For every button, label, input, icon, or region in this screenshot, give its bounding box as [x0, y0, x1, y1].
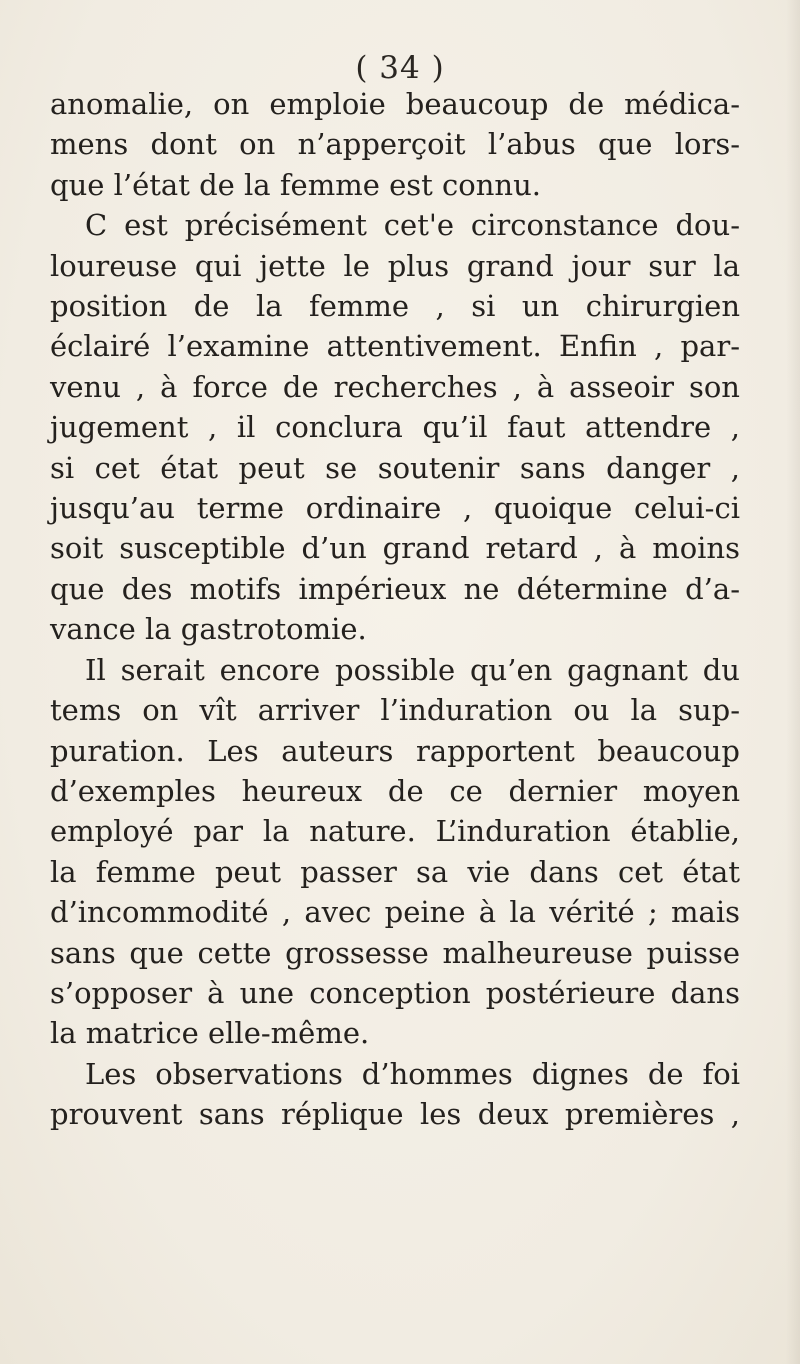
- text-line: s’opposer à une conception postérieure dans: [50, 975, 740, 1010]
- text-line: si cet état peut se soutenir sans danger ,: [50, 450, 740, 485]
- text-line: éclairé l’examine attentivement. Enfin , par-: [50, 329, 740, 364]
- text-line: tems on vît arriver l’induration ou la sup-: [50, 693, 740, 728]
- text-line: employé par la nature. L’induration établie,: [50, 814, 740, 849]
- text-line: prouvent sans réplique les deux premières ,: [50, 1097, 740, 1132]
- text-line: sans que cette grossesse malheureuse puisse: [50, 935, 740, 970]
- text-line: d’exemples heureux de ce dernier moyen: [50, 773, 740, 808]
- text-line: que l’état de la femme est connu.: [50, 167, 541, 202]
- text-line: position de la femme , si un chirurgien: [50, 289, 740, 324]
- text-line: puration. Les auteurs rapportent beaucoup: [50, 733, 740, 768]
- text-line: venu , à force de recherches , à asseoir son: [50, 369, 740, 404]
- text-line: d’incommodité , avec peine à la vérité ; mais: [50, 895, 740, 930]
- text-line: soit susceptible d’un grand retard , à moins: [50, 531, 740, 566]
- text-line: Il serait encore possible qu’en gagnant du: [85, 652, 740, 687]
- page-edge-shadow: [786, 0, 800, 1364]
- text-line: que des motifs impérieux ne détermine d’a-: [50, 571, 740, 606]
- page-number: ( 34 ): [355, 50, 445, 86]
- text-line: loureuse qui jette le plus grand jour sur la: [50, 248, 740, 283]
- text-line: jugement , il conclura qu’il faut attendre ,: [50, 410, 740, 445]
- text-line: jusqu’au terme ordinaire , quoique celui-ci: [50, 491, 740, 526]
- text-line: la matrice elle-même.: [50, 1016, 370, 1051]
- text-line: vance la gastrotomie.: [50, 612, 367, 647]
- text-line: Les observations d’hommes dignes de foi: [85, 1056, 740, 1091]
- body-text: [50, 84, 740, 1135]
- text-line: mens dont on n’apperçoit l’abus que lors-: [50, 127, 740, 162]
- text-line: anomalie, on emploie beaucoup de médica-: [50, 87, 740, 121]
- text-line: C est précisément cet'e circonstance dou-: [85, 208, 740, 243]
- text-line: la femme peut passer sa vie dans cet état: [50, 854, 740, 889]
